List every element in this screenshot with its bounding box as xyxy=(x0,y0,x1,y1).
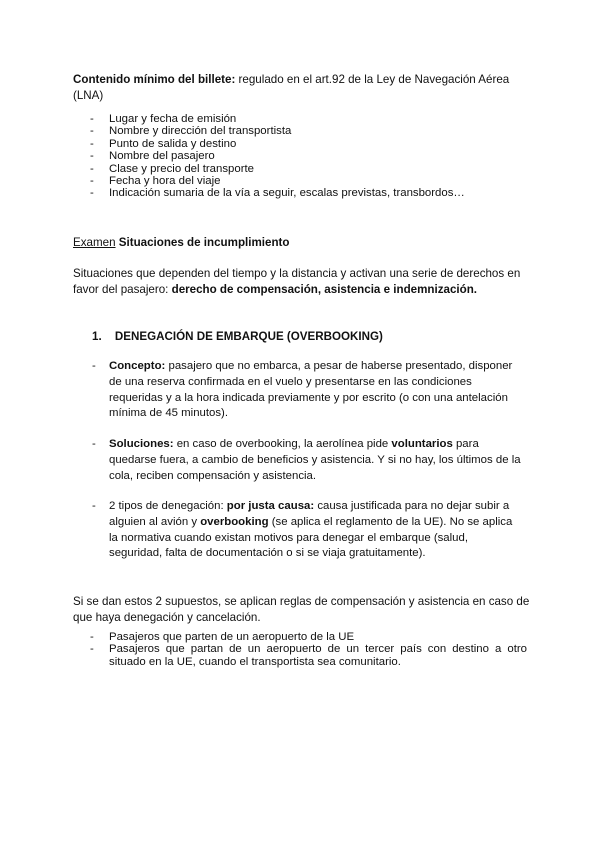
list-item: - Lugar y fecha de emisión xyxy=(90,113,550,125)
list-item: - Pasajeros que parten de un aeropuerto de la UE xyxy=(90,631,527,643)
billete-title-rest: regulado en el art.92 de la Ley de Navegación Aérea (LNA) xyxy=(73,73,510,102)
tipos-text1: 2 tipos de denegación: xyxy=(109,500,227,512)
overbooking-bold: overbooking xyxy=(200,515,269,528)
tipos-item: - 2 tipos de denegación: por justa causa: causa justificada para no dejar subir a alguien al avión y overbooking (se aplica el reglamento de la UE). No se aplica la normativa cuando existan motivos para denegar el embarque (salud, seguridad, falta de documentación o si se viaja gratuitamente). xyxy=(92,500,513,560)
list-item: - Fecha y hora del viaje xyxy=(90,175,550,187)
concepto-text: pasajero que no embarca, a pesar de haberse presentado, disponer de una reserva confirmada en el vuelo y presentarse en las condiciones requeridas y a la hora indicada previamente y por escrito (o con una antelación mínima de 45 minutos). xyxy=(109,360,513,420)
supuestos-paragraph: Si se dan estos 2 supuestos, se aplican reglas de compensación y asistencia en caso de que haya denegación y cancelación. xyxy=(73,595,530,624)
tipos-text2: causa justificada para no dejar subir a alguien al avión y xyxy=(109,500,510,528)
list-item: - Nombre y dirección del transportista xyxy=(90,125,550,137)
section-title: Situaciones de incumplimiento xyxy=(115,236,290,249)
soluciones-label: Soluciones: xyxy=(109,438,174,450)
situations-text: Situaciones que dependen del tiempo y la distancia y activan una serie de derechos en favor del pasajero: xyxy=(73,267,521,296)
situations-paragraph xyxy=(73,266,533,298)
contents-list xyxy=(90,113,550,200)
soluciones-item: - Soluciones: en caso de overbooking, la aerolínea pide voluntarios para quedarse fuera, a cambio de beneficios y asistencia. Y si no hay, los últimos de la cola, reciben compensación y asistencia. xyxy=(92,438,521,482)
voluntarios-bold: voluntarios xyxy=(391,438,453,450)
list-item: - Punto de salida y destino xyxy=(90,138,550,150)
list-item: - Nombre del pasajero xyxy=(90,150,550,162)
billete-intro xyxy=(73,72,533,104)
heading-text: DENEGACIÓN DE EMBARQUE (OVERBOOKING) xyxy=(114,330,383,343)
heading-number: 1. xyxy=(92,330,102,343)
billete-title: Contenido mínimo del billete: xyxy=(73,73,236,86)
situations-bold: derecho de compensación, asistencia e indemnización. xyxy=(171,283,478,296)
justa-causa-bold: por justa causa: xyxy=(226,500,315,512)
exam-label: Examen xyxy=(73,236,116,249)
concepto-item: - Concepto: pasajero que no embarca, a pesar de haberse presentado, disponer de una reserva confirmada en el vuelo y presentarse en las condiciones requeridas y a la hora indicada previamente y por escrito (o con una antelación mínima de 45 minutos). xyxy=(92,360,513,420)
soluciones-text1: en caso de overbooking, la aerolínea pide xyxy=(173,438,392,450)
list-item: - Pasajeros que partan de un aeropuerto de un tercer país con destino a otro situado en la UE, cuando el transportista sea comunitario. xyxy=(90,643,527,668)
tipos-text3: (se aplica el reglamento de la UE). No se aplica la normativa cuando existan motivos para denegar el embarque (salud, seguridad, falta de documentación o si se viaja gratuitamente). xyxy=(109,515,513,560)
section-heading xyxy=(73,235,533,251)
list-item: - Indicación sumaria de la vía a seguir, escalas previstas, transbordos… xyxy=(90,187,550,199)
concepto-label: Concepto: xyxy=(109,360,166,372)
numbered-heading xyxy=(92,329,383,345)
soluciones-text2: para quedarse fuera, a cambio de beneficios y asistencia. Y si no hay, los últimos de la cola, reciben compensación y asistencia. xyxy=(109,438,521,482)
supuestos-list xyxy=(90,631,527,668)
list-item: - Clase y precio del transporte xyxy=(90,163,550,175)
